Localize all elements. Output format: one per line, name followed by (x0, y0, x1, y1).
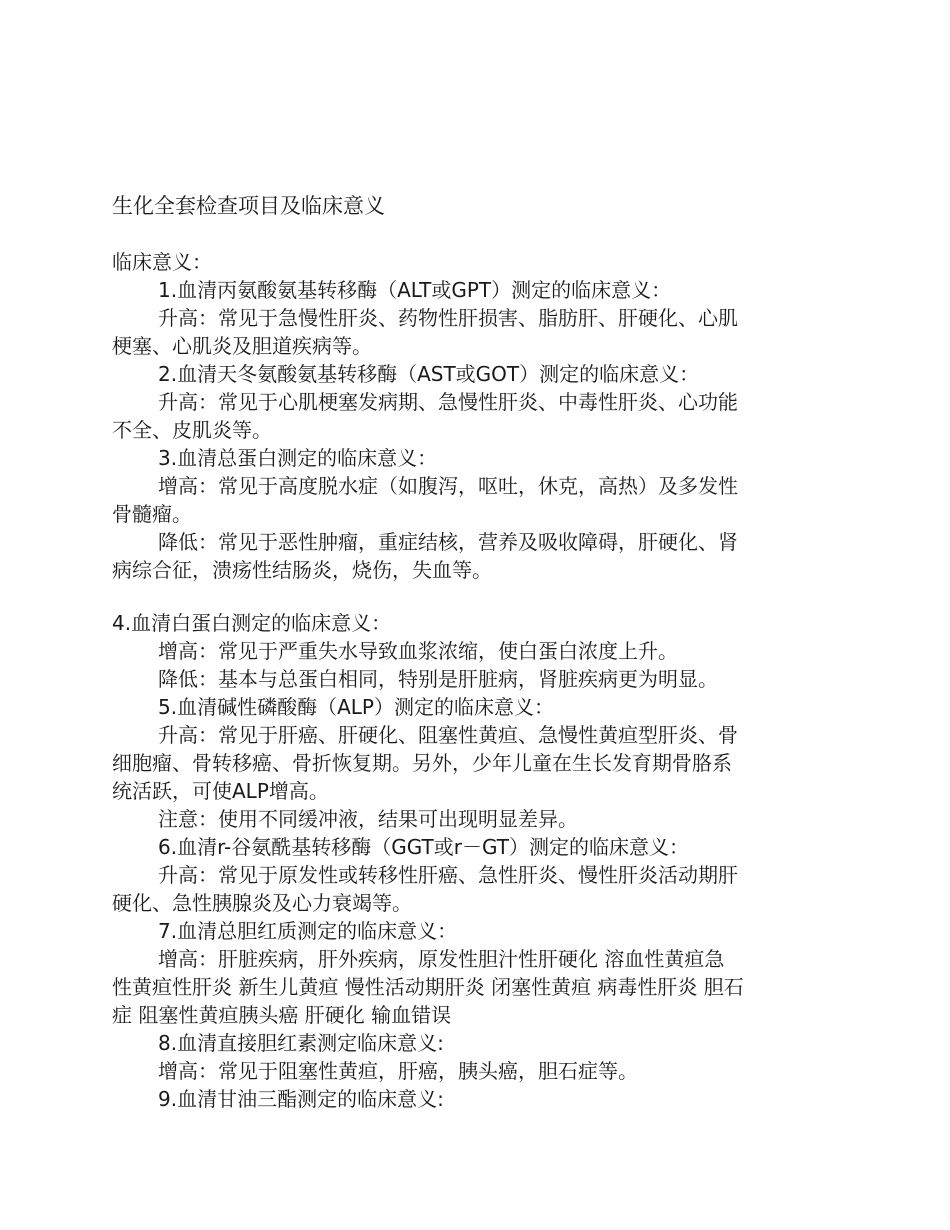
paragraph-line: 升高：常见于原发性或转移性肝癌、急性肝炎、慢性肝炎活动期肝 (158, 863, 738, 887)
item-heading-2: 2.血清天冬氨酸氨基转移酶（AST或GOT）测定的临床意义： (158, 362, 700, 386)
item-heading-7: 7.血清总胆红质测定的临床意义： (158, 919, 458, 943)
paragraph-line: 不全、皮肌炎等。 (112, 418, 272, 442)
document-title: 生化全套检查项目及临床意义 (112, 194, 385, 218)
paragraph-line: 硬化、急性胰腺炎及心力衰竭等。 (112, 891, 412, 915)
document-body (112, 248, 842, 1113)
note-line: 注意：使用不同缓冲液，结果可出现明显差异。 (158, 807, 578, 831)
paragraph-line: 降低：基本与总蛋白相同，特别是肝脏病，肾脏疾病更为明显。 (158, 667, 718, 691)
item-heading-9: 9.血清甘油三酯测定的临床意义: (158, 1087, 444, 1111)
paragraph-line: 增高：肝脏疾病，肝外疾病，原发性胆汁性肝硬化 溶血性黄疸急 (158, 947, 725, 971)
paragraph-line: 性黄疸性肝炎 新生儿黄疸 慢性活动期肝炎 闭塞性黄疸 病毒性肝炎 胆石 (112, 975, 744, 999)
item-heading-8: 8.血清直接胆红素测定临床意义: (158, 1031, 444, 1055)
item-heading-4: 4.血清白蛋白测定的临床意义： (112, 611, 392, 635)
paragraph-line: 降低：常见于恶性肿瘤，重症结核，营养及吸收障碍，肝硬化、肾 (158, 530, 738, 554)
paragraph-line: 增高：常见于高度脱水症（如腹泻，呕吐，休克，高热）及多发性 (158, 474, 738, 498)
paragraph-line: 梗塞、心肌炎及胆道疾病等。 (112, 334, 372, 358)
paragraph-line: 病综合征，溃疡性结肠炎，烧伤，失血等。 (112, 558, 492, 582)
paragraph-line: 增高：常见于阻塞性黄疸，肝癌，胰头癌，胆石症等。 (158, 1059, 638, 1083)
item-heading-1: 1.血清丙氨酸氨基转移酶（ALT或GPT）测定的临床意义： (158, 278, 672, 302)
paragraph-spacer (112, 584, 842, 609)
item-heading-3: 3.血清总蛋白测定的临床意义： (158, 446, 438, 470)
paragraph-line: 升高：常见于急慢性肝炎、药物性肝损害、脂肪肝、肝硬化、心肌 (158, 306, 738, 330)
section-heading: 临床意义： (112, 250, 212, 274)
paragraph-line: 统活跃，可使ALP增高。 (112, 779, 329, 803)
paragraph-line: 升高：常见于肝癌、肝硬化、阻塞性黄疸、急慢性黄疸型肝炎、骨 (158, 723, 738, 747)
item-heading-5: 5.血清碱性磷酸酶（ALP）测定的临床意义： (158, 695, 554, 719)
paragraph-line: 症 阻塞性黄疸胰头癌 肝硬化 输血错误 (112, 1003, 452, 1027)
paragraph-line: 细胞瘤、骨转移癌、骨折恢复期。另外，少年儿童在生长发育期骨胳系 (112, 751, 732, 775)
paragraph-line: 升高：常见于心肌梗塞发病期、急慢性肝炎、中毒性肝炎、心功能 (158, 390, 738, 414)
paragraph-line: 增高：常见于严重失水导致血浆浓缩，使白蛋白浓度上升。 (158, 639, 678, 663)
item-heading-6: 6.血清r-谷氨酰基转移酶（GGT或r－GT）测定的临床意义： (158, 835, 689, 859)
paragraph-line: 骨髓瘤。 (112, 502, 192, 526)
